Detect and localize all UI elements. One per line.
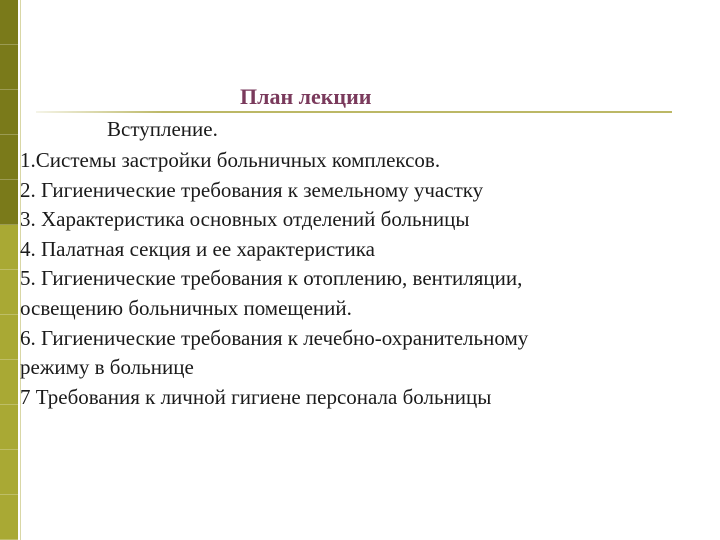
intro-line: Вступление. bbox=[107, 117, 218, 141]
side-bar-block bbox=[0, 90, 18, 135]
side-bar-block bbox=[0, 135, 18, 180]
side-bar-block bbox=[0, 225, 18, 270]
list-item: 3. Характеристика основных отделений больницы bbox=[20, 207, 470, 232]
side-bar-block bbox=[0, 45, 18, 90]
lecture-plan-list bbox=[20, 146, 700, 412]
side-bar-block bbox=[0, 315, 18, 360]
side-bar-block bbox=[0, 405, 18, 450]
list-item: 1.Системы застройки больничных комплексов. bbox=[20, 148, 441, 172]
list-item: 6. Гигиенические требования к лечебно-охранительному bbox=[20, 325, 529, 350]
side-bar-block bbox=[0, 360, 18, 405]
side-bar-block bbox=[0, 495, 18, 540]
side-bar-block bbox=[0, 450, 18, 495]
list-item: 5. Гигиенические требования к отоплению, вентиляции, bbox=[20, 266, 523, 291]
slide-title: План лекции bbox=[240, 84, 372, 109]
list-item: 2. Гигиенические требования к земельному участку bbox=[20, 177, 484, 202]
title-underline bbox=[36, 111, 672, 113]
list-item: 7 Требования к личной гигиене персонала больницы bbox=[20, 384, 492, 409]
side-bar-block bbox=[0, 270, 18, 315]
side-bar-block bbox=[0, 0, 18, 45]
list-item: освещению больничных помещений. bbox=[20, 295, 352, 320]
list-item: режиму в больнице bbox=[20, 355, 194, 380]
side-bar-block bbox=[0, 180, 18, 225]
decorative-side-bar bbox=[0, 0, 18, 540]
list-item: 4. Палатная секция и ее характеристика bbox=[20, 236, 375, 261]
